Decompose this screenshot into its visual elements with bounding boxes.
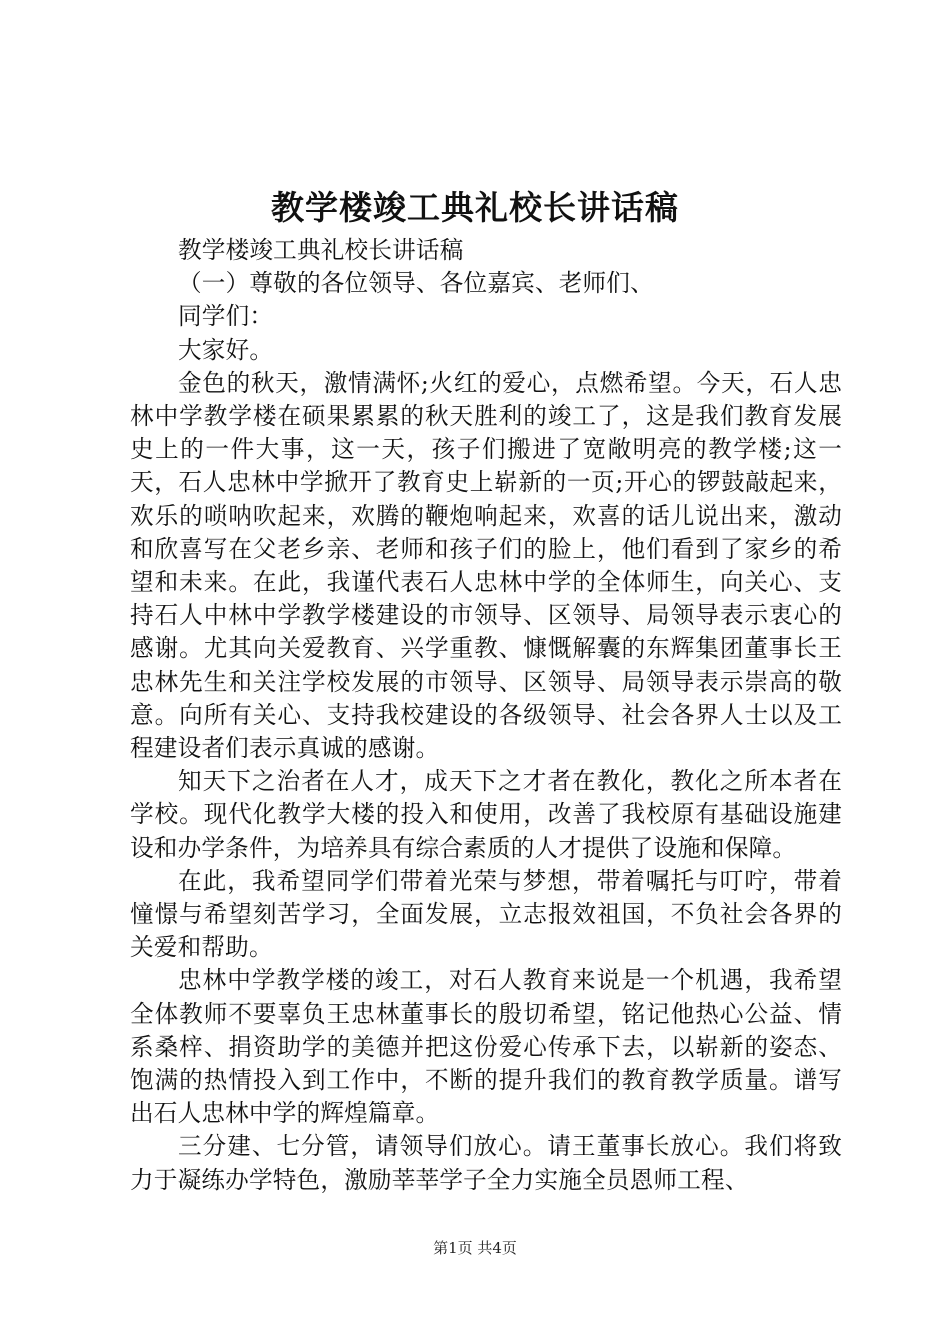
page-number-footer: 第1页 共4页	[433, 1239, 517, 1257]
paragraph-students-hope: 在此，我希望同学们带着光荣与梦想，带着嘱托与叮咛，带着憧憬与希望刻苦学习，全面发展，立志报效祖国，不负社会各界的关爱和帮助。	[130, 866, 842, 962]
paragraph-salutation: （一）尊敬的各位领导、各位嘉宾、老师们、	[178, 269, 654, 298]
paragraph-greeting: 大家好。	[178, 335, 274, 364]
paragraph-main: 金色的秋天，激情满怀;火红的爱心，点燃希望。今天，石人忠林中学教学楼在硕果累累的秋天胜利的竣工了，这是我们教育发展史上的一件大事，这一天，孩子们搬进了宽敞明亮的教学楼;这一天，石人忠林中学掀开了教育史上崭新的一页;开心的锣鼓敲起来，欢乐的唢呐吹起来，欢腾的鞭炮响起来，欢喜的话儿说出来，激动和欣喜写在父老乡亲、老师和孩子们的脸上，他们看到了家乡的希望和未来。在此，我谨代表石人忠林中学的全体师生，向关心、支持石人中林中学教学楼建设的市领导、区领导、局领导表示衷心的感谢。尤其向关爱教育、兴学重教、慷慨解囊的东辉集团董事长王忠林先生和关注学校发展的市领导、区领导、局领导表示崇高的敬意。向所有关心、支持我校建设的各级领导、社会各界人士以及工程建设者们表示真诚的感谢。	[130, 368, 842, 763]
paragraph-management: 三分建、七分管，请领导们放心。请王董事长放心。我们将致力于凝练办学特色，激励莘莘学子全力实施全员恩师工程、	[130, 1132, 842, 1194]
document-body	[130, 234, 842, 1197]
paragraph-students: 同学们：	[178, 302, 274, 331]
paragraph-talent: 知天下之治者在人才，成天下之才者在教化，教化之所本者在学校。现代化教学大楼的投入和使用，改善了我校原有基础设施建设和办学条件，为培养具有综合素质的人才提供了设施和保障。	[130, 767, 842, 862]
paragraph-heading: 教学楼竣工典礼校长讲话稿	[178, 236, 464, 264]
paragraph-teachers: 忠林中学教学楼的竣工，对石人教育来说是一个机遇，我希望全体教师不要辜负王忠林董事长的殷切希望，铭记他热心公益、情系桑梓、捐资助学的美德并把这份爱心传承下去，以崭新的姿态、饱满的热情投入到工作中，不断的提升我们的教育教学质量。谱写出石人忠林中学的辉煌篇章。	[130, 966, 842, 1128]
document-title: 教学楼竣工典礼校长讲话稿	[271, 188, 679, 227]
